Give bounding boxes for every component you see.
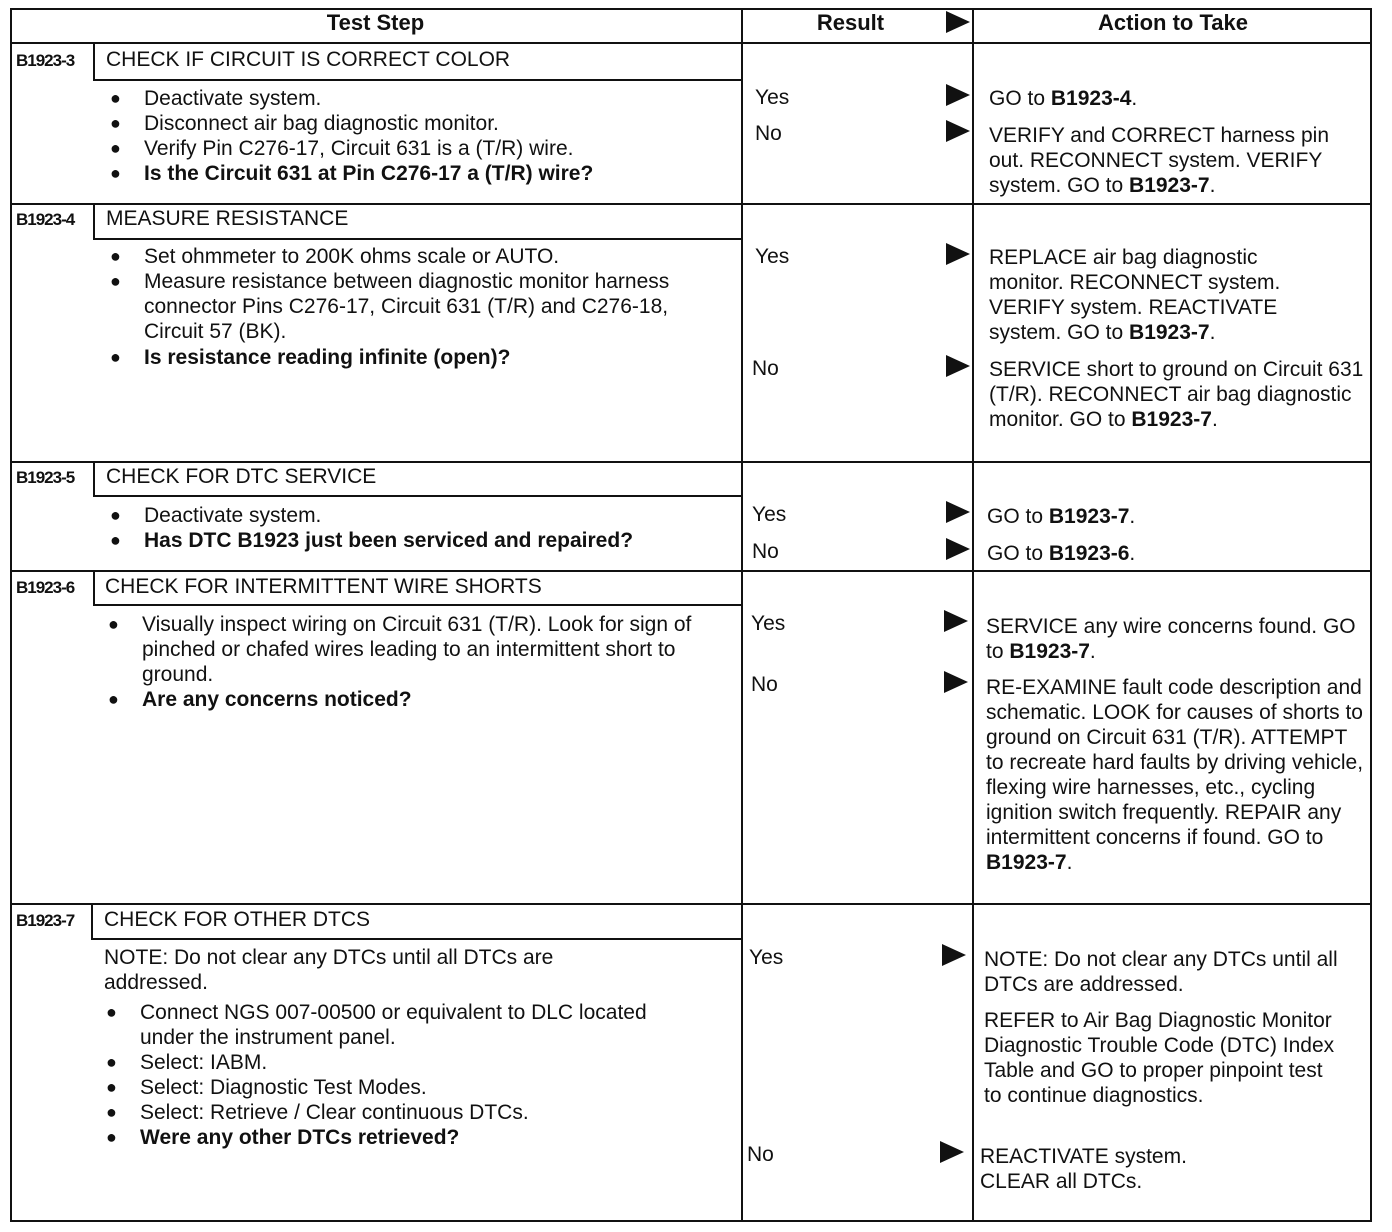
title-rule xyxy=(93,604,741,606)
divider-action xyxy=(972,8,974,1222)
action-yes xyxy=(989,86,1364,111)
result-no: No xyxy=(752,357,779,380)
arrow-icon xyxy=(946,243,970,265)
step-link[interactable]: B1923-4 xyxy=(1050,87,1132,110)
action-yes xyxy=(987,504,1362,529)
arrow-icon xyxy=(946,120,970,142)
arrow-icon xyxy=(946,538,970,560)
arrow-icon xyxy=(946,355,970,377)
step-bullet: ● Select: Diagnostic Test Modes. xyxy=(140,1075,730,1100)
step-question: ● Is the Circuit 631 at Pin C276-17 a (T/R) wire? xyxy=(144,161,734,186)
row-rule-4 xyxy=(10,903,1372,905)
step-link[interactable]: B1923-7 xyxy=(1131,408,1212,431)
step-bullet: ● Set ohmmeter to 200K ohms scale or AUTO. xyxy=(144,244,734,269)
result-yes: Yes xyxy=(755,245,790,268)
code-divider xyxy=(93,462,95,497)
result-yes: Yes xyxy=(749,946,784,969)
divider-result xyxy=(741,8,743,1222)
action-yes-note: NOTE: Do not clear any DTCs until all DTCs are addressed. xyxy=(984,948,1338,996)
step-code: B1923-6 xyxy=(16,578,75,597)
step-title: CHECK FOR OTHER DTCS xyxy=(104,908,371,931)
header-arrow-icon xyxy=(946,11,970,33)
step-bullet: ● Select: IABM. xyxy=(140,1050,730,1075)
title-rule xyxy=(93,79,741,81)
result-no: No xyxy=(755,122,782,145)
arrow-icon xyxy=(946,84,970,106)
header-test-step: Test Step xyxy=(326,10,425,35)
step-question: ● Is resistance reading infinite (open)? xyxy=(144,345,734,370)
arrow-icon xyxy=(940,1141,964,1163)
step-bullet: ● Verify Pin C276-17, Circuit 631 is a (T/R) wire. xyxy=(144,136,734,161)
step-code: B1923-7 xyxy=(16,911,75,930)
step-link[interactable]: B1923-7 xyxy=(986,851,1067,874)
step-link[interactable]: B1923-7 xyxy=(1048,505,1130,528)
arrow-icon xyxy=(946,501,970,523)
action-text: VERIFY and CORRECT harness pin out. RECONNECT system. VERIFY system. GO to xyxy=(989,124,1330,197)
result-no: No xyxy=(752,540,779,563)
step-bullet: ● Measure resistance between diagnostic monitor harness connector Pins C276-17, Circuit 631 (T/R) and C276-18, Circuit 57 (BK). xyxy=(144,269,704,344)
code-divider xyxy=(93,571,95,606)
row-rule-1 xyxy=(10,203,1372,205)
step-link[interactable]: B1923-7 xyxy=(1129,174,1210,197)
step-bullet: ● Connect NGS 007-00500 or equivalent to DLC located under the instrument panel. xyxy=(140,1000,660,1050)
step-bullet: ● Select: Retrieve / Clear continuous DTCs. xyxy=(140,1100,730,1125)
header-rule xyxy=(10,42,1372,44)
title-rule xyxy=(93,495,741,497)
step-bullet: ● Deactivate system. xyxy=(144,86,734,111)
code-divider xyxy=(91,904,93,940)
action-text: . xyxy=(1129,542,1136,565)
arrow-icon xyxy=(944,671,968,693)
code-divider xyxy=(93,43,95,81)
step-title: CHECK FOR DTC SERVICE xyxy=(106,465,377,488)
action-text: . xyxy=(1089,640,1096,663)
code-divider xyxy=(93,204,95,240)
step-link[interactable]: B1923-7 xyxy=(1129,321,1210,344)
arrow-icon xyxy=(944,610,968,632)
action-text: SERVICE any wire concerns found. GO to xyxy=(986,615,1356,663)
step-code: B1923-5 xyxy=(16,468,75,487)
arrow-icon xyxy=(942,944,966,966)
header-result: Result xyxy=(816,10,885,35)
action-yes: REFER to Air Bag Diagnostic Monitor Diagnostic Trouble Code (DTC) Index Table and GO to proper pinpoint test to continue diagnostics. xyxy=(984,1009,1335,1107)
result-yes: Yes xyxy=(751,612,786,635)
action-no xyxy=(989,357,1367,432)
step-title: CHECK FOR INTERMITTENT WIRE SHORTS xyxy=(105,575,542,598)
action-text: GO to xyxy=(989,87,1051,110)
row-rule-2 xyxy=(10,461,1372,463)
result-yes: Yes xyxy=(752,503,787,526)
action-text: . xyxy=(1209,321,1216,344)
step-code: B1923-4 xyxy=(16,210,75,229)
step-bullet: ● Deactivate system. xyxy=(144,503,734,528)
action-text: GO to xyxy=(987,505,1049,528)
title-rule xyxy=(93,238,741,240)
header-action: Action to Take xyxy=(1098,10,1248,35)
step-bullet: ● Disconnect air bag diagnostic monitor. xyxy=(144,111,734,136)
step-link[interactable]: B1923-7 xyxy=(1009,640,1090,663)
step-question: ● Were any other DTCs retrieved? xyxy=(140,1125,730,1150)
action-no: REACTIVATE system. CLEAR all DTCs. xyxy=(980,1145,1187,1193)
action-text: . xyxy=(1129,505,1136,528)
step-title: CHECK IF CIRCUIT IS CORRECT COLOR xyxy=(106,48,511,71)
result-yes: Yes xyxy=(755,86,790,109)
title-rule xyxy=(91,938,741,940)
action-text: SERVICE short to ground on Circuit 631 (T/R). RECONNECT air bag diagnostic monitor. GO to xyxy=(989,358,1364,431)
action-yes xyxy=(986,614,1366,664)
action-no xyxy=(989,123,1357,198)
step-bullet: ● Visually inspect wiring on Circuit 631 (T/R). Look for sign of pinched or chafed wires leading to an intermittent short to ground. xyxy=(142,612,717,687)
action-text: . xyxy=(1209,174,1216,197)
action-text: GO to xyxy=(987,542,1049,565)
action-text: . xyxy=(1211,408,1218,431)
action-yes xyxy=(989,245,1329,345)
action-text: REPLACE air bag diagnostic monitor. RECONNECT system. VERIFY system. REACTIVATE system. GO to xyxy=(989,246,1281,344)
step-link[interactable]: B1923-6 xyxy=(1048,542,1130,565)
action-text: . xyxy=(1131,87,1138,110)
action-no xyxy=(986,675,1366,875)
row-rule-3 xyxy=(10,570,1372,572)
step-title: MEASURE RESISTANCE xyxy=(106,207,349,230)
action-no xyxy=(987,541,1362,566)
result-no: No xyxy=(747,1143,774,1166)
step-code: B1923-3 xyxy=(16,51,75,70)
step-question: ● Are any concerns noticed? xyxy=(142,687,732,712)
action-text: . xyxy=(1066,851,1073,874)
result-no: No xyxy=(751,673,778,696)
step-question: ● Has DTC B1923 just been serviced and repaired? xyxy=(144,528,734,553)
action-text: RE-EXAMINE fault code description and schematic. LOOK for causes of shorts to ground on Circuit 631 (T/R). ATTEMPT to recreate hard faults by driving vehicle, flexing wire harnesses, etc., cycling ignition switch frequently. REPAIR any intermittent concerns if found. GO to xyxy=(986,676,1364,849)
step-note: NOTE: Do not clear any DTCs until all DTCs are addressed. xyxy=(104,946,554,994)
